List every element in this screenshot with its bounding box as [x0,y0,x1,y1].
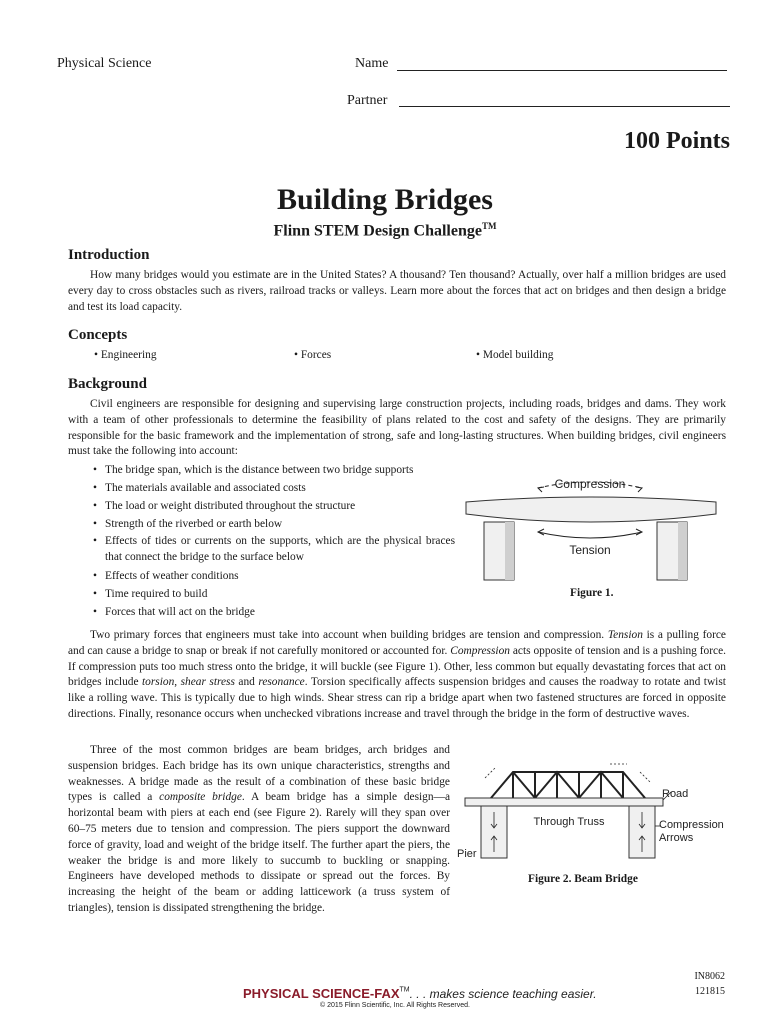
list-item: • The load or weight distributed throughout the structure [93,497,455,515]
points-label: 100 Points [623,128,730,154]
torsion-term: torsion [142,676,175,689]
introduction-paragraph: How many bridges would you estimate are in the United States? A thousand? Ten thousand? Actually, over half a million bridges are used every day to cross obstacles such as rivers, railroad tracks or valleys. Learn more about the forces that act on bridges and then design a bridge and test its load capacity. [68,269,726,313]
compression-arrow-left-icon [538,487,544,492]
compression-arrow-right-icon [636,487,642,492]
forces-text: and [238,676,255,689]
concept-item: • Engineering [94,349,157,361]
name-label: Name [355,56,389,71]
tension-arrow-left-icon [538,529,544,535]
composite-term: composite bridge [159,791,242,804]
background-intro-paragraph: Civil engineers are responsible for designing and supervising large construction projects, including roads, bridges and dams. They work with a team of other professionals to determine the feasibility of plans related to the cost and safety of the designs. They are primarily responsible for the basic framework and the implementation of strong, safe and long-lasting structures. When building bridges, civil engineers must take the following into account: [68,398,726,458]
concepts-heading: Concepts [68,327,128,343]
shear-term: shear stress [180,676,235,689]
list-item: • The bridge span, which is the distance between two bridge supports [93,461,455,479]
introduction-text [68,268,726,315]
partner-label: Partner [347,93,388,108]
trademark: TM [481,221,497,231]
bridge-types-paragraph [68,743,450,917]
road-deck [465,798,663,806]
footer-brand-line [243,985,597,1003]
introduction-heading: Introduction [68,247,150,263]
pier-label: Pier [457,848,477,860]
brand-trademark: TM [399,986,410,994]
page-title: Building Bridges [277,183,493,216]
brand-name: PHYSICAL SCIENCE-FAX [243,986,400,1001]
considerations-list-cont [93,533,455,565]
types-text: Three of the most common bridges are beam bridges, arch bridges and suspension bridges. Each bridge has its own unique characteristics, strengths and weaknesses. A bridge made as the result of a combination of these basic bridge types is called a [68,744,450,804]
tension-arrow-right-icon [636,529,642,535]
course-label: Physical Science [57,56,152,71]
compression-arrow-icon [640,772,650,782]
right-pier-shade [678,522,687,580]
concept-item-label: Model building [482,349,554,361]
concept-item-label: Forces [300,349,332,361]
through-truss-label: Through Truss [533,816,605,828]
compression-arrows-label: Compression [659,819,724,831]
figure-2-caption: Figure 2. Beam Bridge [528,873,638,885]
forces-text: acts opposite of tension and is a pushing force. If compression puts too much stress onto the bridge, it will buckle (see Figure 1). Other, less common but equally devastating forces that act on bridges include [68,644,727,689]
through-truss [491,772,645,798]
name-field[interactable] [397,70,727,71]
list-item-text: Effects of tides or currents on the supports, which are the physical braces that connect the bridge to the surface below [105,535,455,563]
concept-item-label: Engineering [100,349,157,361]
list-item: • Effects of weather conditions [93,567,455,585]
considerations-list-end [93,567,455,621]
page-subtitle [0,221,770,240]
forces-paragraph: Two primary forces that engineers must take into account when building bridges are tension and compression. Tension is a pulling force and can cause a bridge to snap or break if not carefully monitored or accounted for. Compression acts opposite of tension and is a pushing force. If compression puts too much stress onto the bridge, it will buckle (see Figure 1). Other, less common but equally devastating forces that act on bridges include torsion, shear stress and resonance. Torsion specifically affects suspension bridges and causes the roadway to rotate and twist like a rolling wave. This is typically due to high winds. Shear stress can rip a bridge apart when two fastened structures are forced in opposite directions. Finally, resonance occurs when unchecked vibrations increase and travel through the bridge in the form of destructive waves. [68,629,727,720]
figure-1-caption: Figure 1. [570,587,614,599]
forces-text: is a pulling force and can cause a bridge to snap or break if not carefully monitored or accounted for. [68,629,726,657]
considerations-list [93,461,455,533]
figure-2-diagram [455,760,727,865]
road-label: Road [662,788,689,800]
list-item: • Forces that will act on the bridge [93,603,455,621]
list-item: • Strength of the riverbed or earth below [93,515,455,533]
figure-1-diagram [462,474,724,586]
brand-tagline: . . . makes science teaching easier. [409,987,597,1001]
compression-arrows-label: Arrows [659,832,694,844]
compression-label: Compression [554,477,626,491]
tension-arc [538,532,642,538]
concept-item: • Forces [294,349,332,361]
doc-date: 121815 [695,986,725,997]
bridge-deck [466,497,716,522]
list-item: • Time required to build [93,585,455,603]
resonance-term: resonance [258,676,305,689]
tension-term: Tension [607,629,643,641]
list-item: • Effects of tides or currents on the supports, which are the physical braces that connect the bridge to the surface below [93,535,455,563]
concept-item: • Model building [476,349,554,361]
types-text: . A beam bridge has a simple design—a horizontal beam with piers at each end (see Figure 2). Rarely will they span over 60–75 meters due to tension and compression. The piers support the downward force of gravity, load and weight of the bridge itself. The further apart the piers, the weaker the bridge is and more likely to succumb to buckling or snapping. Engineers have developed methods to dissipate or spread out the forces. By increasing the height of the beam or adding latticework (a truss system of triangles), tension is dissipated strengthening the bridge. [68,791,450,914]
forces-text: Two primary forces that engineers must take into account when building bridges are tension and compression. [90,629,605,641]
left-pier-shade [505,522,514,580]
subtitle-text: Flinn STEM Design Challenge [273,222,482,240]
forces-text: . Torsion specifically affects suspension bridges and causes the roadway to rotate and twist like a rolling wave. This is typically due to high winds. Shear stress can rip a bridge apart when two fastened structures are forced in opposite directions. Finally, resonance occurs when unchecked vibrations increase and travel through the bridge in the form of destructive waves. [68,676,726,720]
tension-label: Tension [569,543,611,557]
doc-code: IN8062 [694,971,725,982]
compression-term: Compression [450,644,510,657]
compression-arrow-icon [485,768,495,778]
list-item: • The materials available and associated costs [93,479,455,497]
partner-field[interactable] [399,106,730,107]
background-intro [68,397,726,460]
background-heading: Background [68,376,147,392]
copyright: © 2015 Flinn Scientific, Inc. All Rights Reserved. [320,1002,470,1009]
